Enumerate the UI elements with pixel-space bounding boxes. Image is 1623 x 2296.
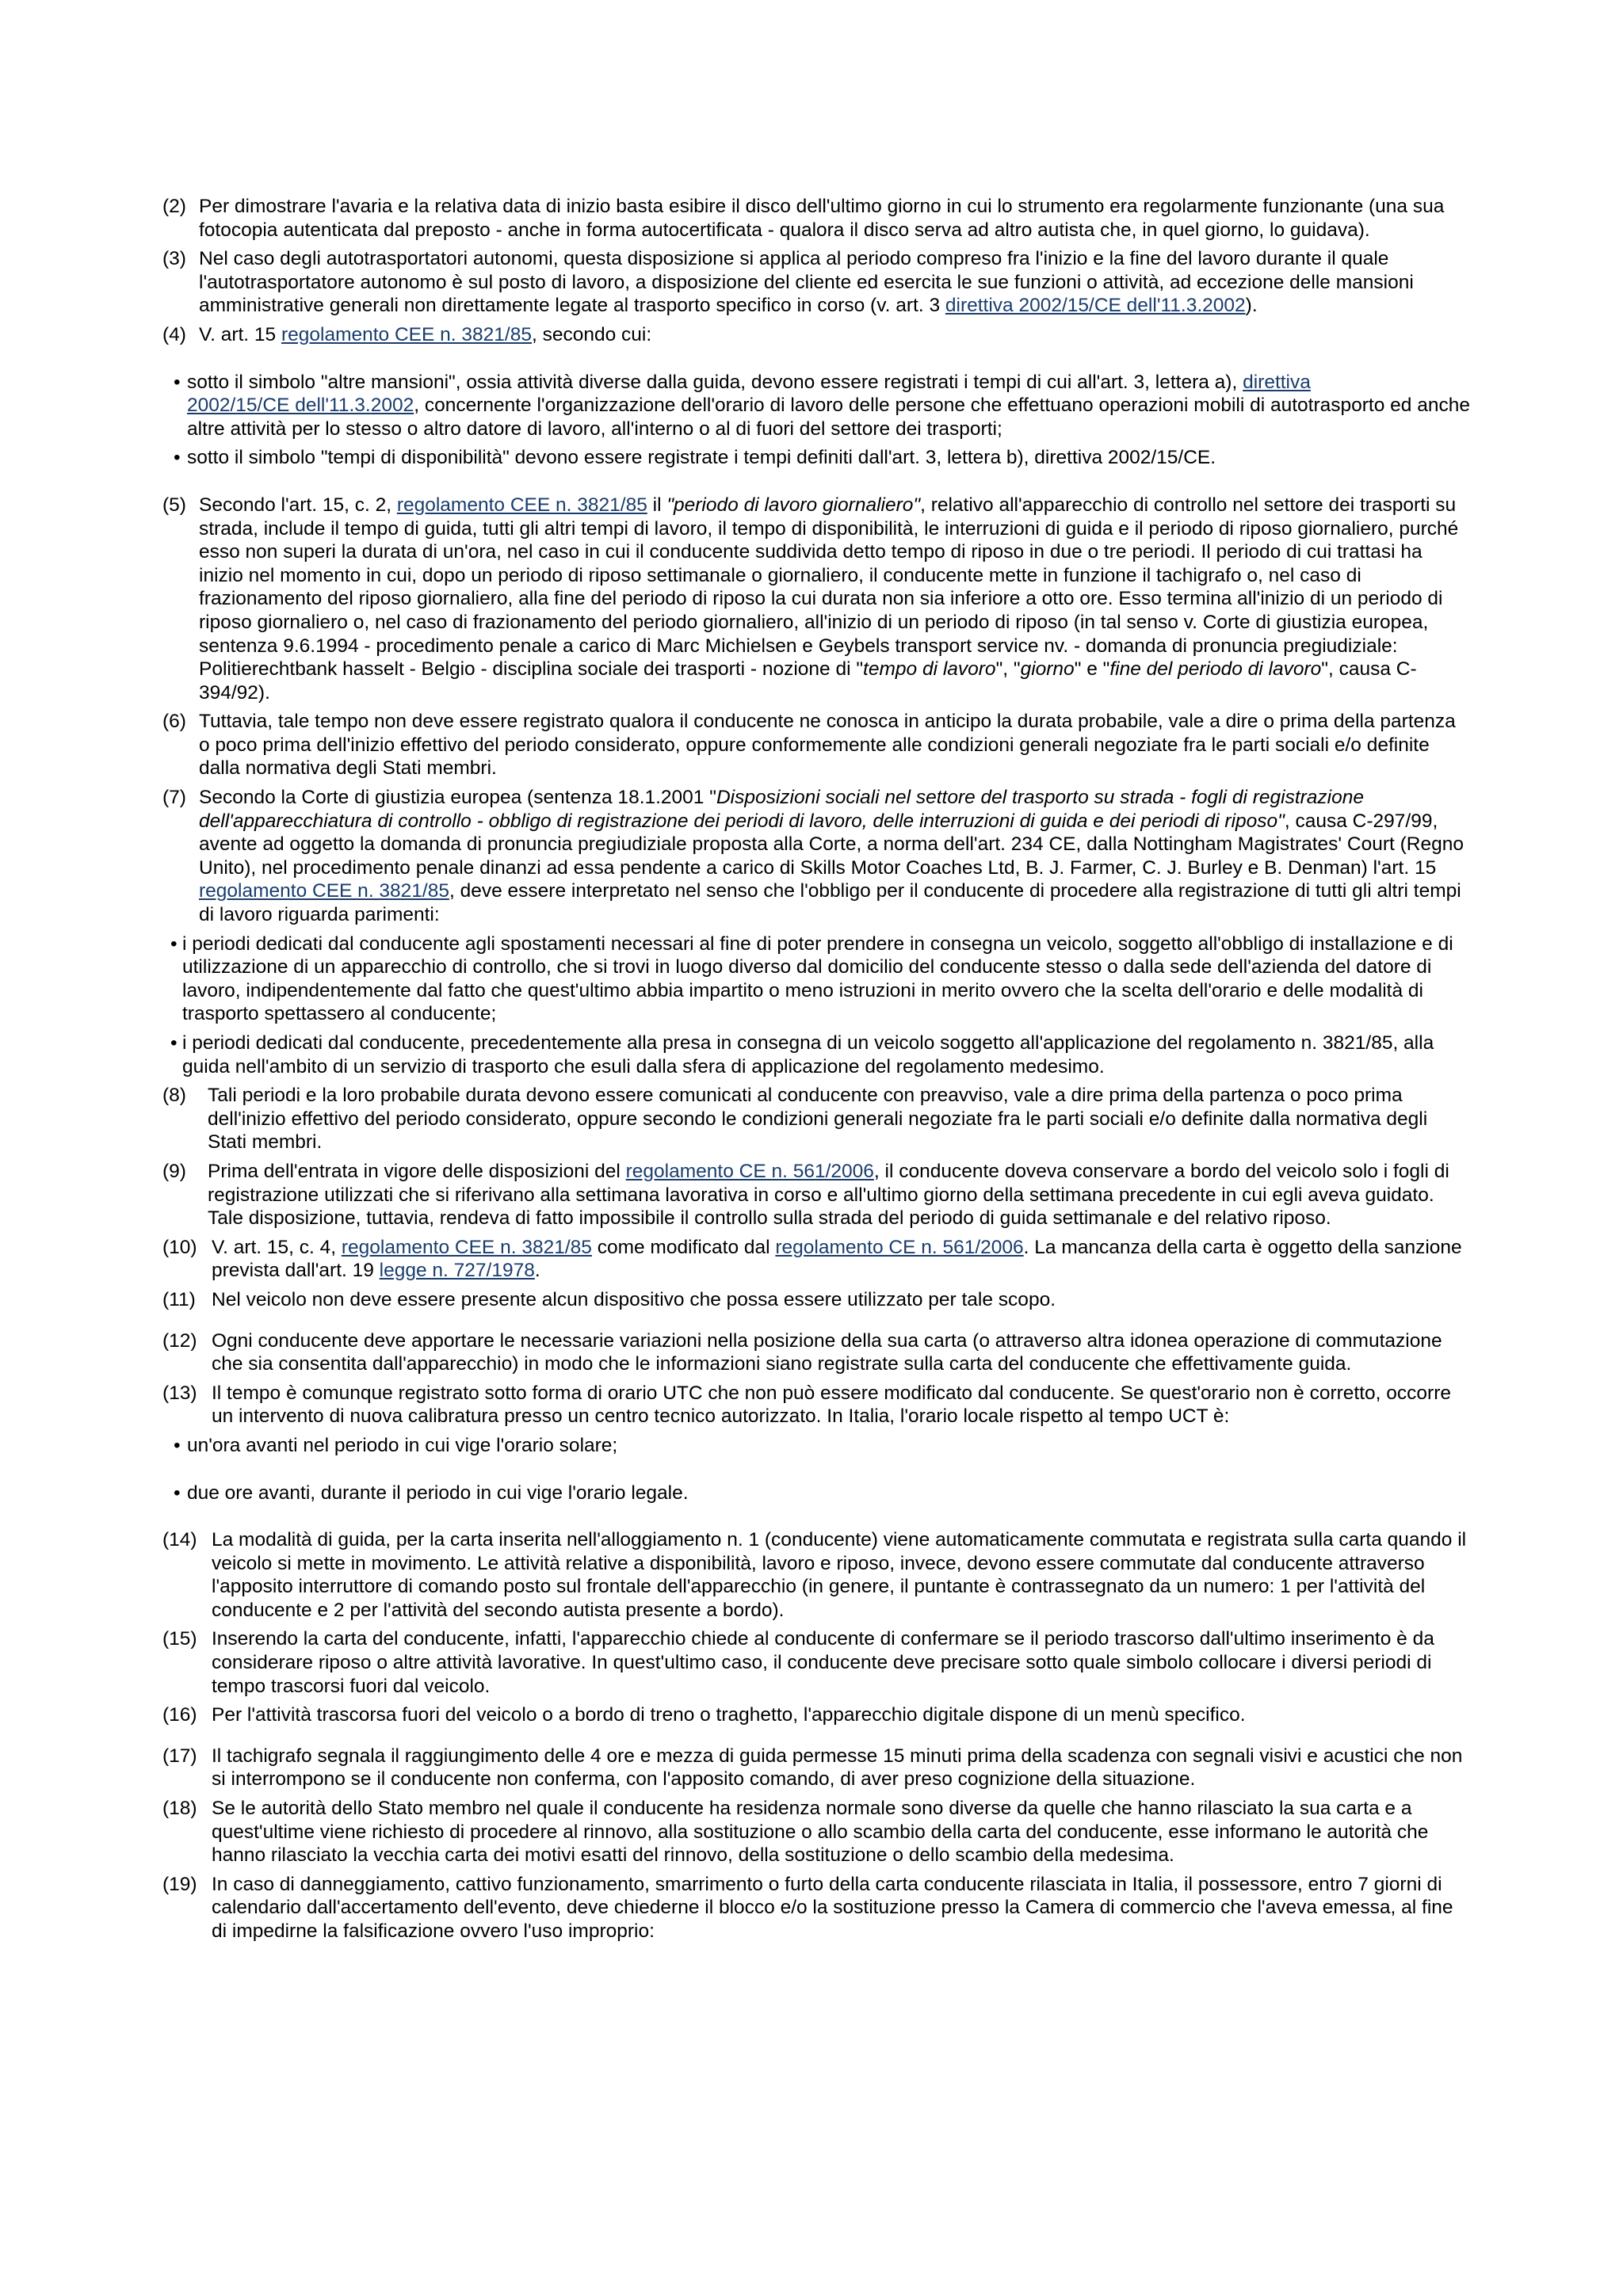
footnote-4 (162, 323, 1470, 347)
text-run: , relativo all'apparecchio di controllo nel settore dei trasporti su strada, include il tempo di guida, tutti gli altri tempi di lavoro, il tempo di disponibilità, le interruzioni di guida e il periodo di riposo giornaliero, purché esso non superi la durata di un'ora, nel caso in cui il conducente suddivida detto tempo di riposo in due o tre periodi. Il periodo di cui trattasi ha inizio nel momento in cui, dopo un periodo di riposo settimanale o giornaliero, il conducente mette in funzione il tachigrafo o, nel caso di frazionamento del riposo giornaliero, alla fine del periodo di riposo la cui durata non sia inferiore a otto ore. Esso termina all'inizio di un periodo di riposo giornaliero o, nel caso di frazionamento del periodo giornaliero, all'inizio di un periodo di riposo (in tal senso v. Corte di giustizia europea, sentenza 9.6.1994 - procedimento penale a carico di Marc Michielsen e Geybels transport service nv. - domanda di pronuncia pregiudiziale: Politierechtbank hasselt - Belgio - disciplina sociale dei trasporti - nozione di " (199, 494, 1459, 681)
text-run: , il conducente doveva conservare a bordo del veicolo solo i fogli di registrazione utilizzati che si riferivano alla settimana lavorativa in corso e all'ultimo giorno della settimana precedente in cui egli aveva guidato. Tale disposizione, tuttavia, rendeva di fatto impossibile il controllo sulla strada del periodo di guida settimanale e del relativo riposo. (208, 1160, 1449, 1230)
list-item (162, 446, 1470, 470)
link-regolamento-cee-3821[interactable]: regolamento CEE n. 3821/85 (281, 323, 532, 345)
footnote-number: (18) (162, 1798, 197, 1820)
footnote-17 (162, 1745, 1470, 1791)
list-item-text: i periodi dedicati dal conducente, precedentemente alla presa in consegna di un veicolo soggetto all'applicazione del regolamento n. 3821/85, alla guida nell'ambito di un servizio di trasporto che esuli dalla sfera di applicazione del regolamento medesimo. (182, 1032, 1434, 1077)
footnote-text: Tuttavia, tale tempo non deve essere registrato qualora il conducente ne conosca in anticipo la durata probabile, vale a dire o prima della partenza o poco prima dell'inizio effettivo del periodo considerato, oppure conformemente alle condizioni generali negoziate fra le parti sociali e/o definite dalla normativa degli Stati membri. (199, 711, 1456, 780)
footnote-number: (8) (162, 1085, 186, 1107)
footnote-number: (6) (162, 711, 186, 733)
bullet-icon: • (174, 1482, 181, 1504)
document-body (162, 195, 1470, 1949)
italic-run: giorno (1020, 658, 1075, 681)
bullet-icon: • (174, 371, 181, 393)
footnote-9 (162, 1160, 1470, 1230)
text-run: . La mancanza della carta è oggetto della sanzione prevista dall'art. 19 (212, 1236, 1462, 1282)
footnote-text (199, 247, 1470, 318)
bullet-icon: • (174, 447, 181, 469)
text-run: , causa C-297/99, avente ad oggetto la domanda di pronuncia pregiudiziale proposta alla Corte, a norma dell'art. 234 CE, dalla Nottingham Magistrates' Court (Regno Unito), nel procedimento penale dinanzi ad essa pendente a carico di Skills Motor Coaches Ltd, B. J. Farmer, C. J. Burley e B. Denman) l'art. 15 (199, 810, 1464, 879)
footnote-number: (5) (162, 494, 186, 516)
text-run: ", " (995, 658, 1021, 681)
footnote-text: Il tempo è comunque registrato sotto forma di orario UTC che non può essere modificato dal conducente. Se quest'orario non è corretto, occorre un intervento di nuova calibratura presso un centro tecnico autorizzato. In Italia, l'orario locale rispetto al tempo UCT è: (212, 1382, 1451, 1428)
italic-run: fine del periodo di lavoro (1109, 658, 1322, 681)
footnote-text: Per l'attività trascorsa fuori del veicolo o a bordo di treno o traghetto, l'apparecchio digitale dispone di un menù specifico. (212, 1704, 1246, 1726)
text-run: Prima dell'entrata in vigore delle disposizioni del (208, 1160, 626, 1182)
text-run: V. art. 15, c. 4, (212, 1236, 342, 1258)
italic-run: Disposizioni sociali nel settore del trasporto su strada - fogli di registrazione dell'apparecchiatura di controllo - obbligo di registrazione dei periodi di lavoro, delle interruzioni di guida e dei periodi di riposo" (199, 787, 1364, 832)
footnote-3 (162, 247, 1470, 318)
footnote-15 (162, 1627, 1470, 1698)
link-regolamento-cee-3821[interactable]: regolamento CEE n. 3821/85 (341, 1236, 592, 1258)
list-item (162, 1482, 1470, 1505)
text-run: , concernente l'organizzazione dell'orario di lavoro delle persone che effettuano operazioni mobili di autotrasporto ed anche altre attività per lo stesso o altro datore di lavoro, all'interno o al di fuori del settore dei trasporti; (187, 395, 1470, 440)
text-run: , secondo cui: (531, 323, 652, 345)
footnote-number: (10) (162, 1236, 197, 1258)
footnote-text: Il tachigrafo segnala il raggiungimento delle 4 ore e mezza di guida permesse 15 minuti prima della scadenza con segnali visivi e acustici che non si interrompono se il conducente non conferma, con l'apposito comando, di aver preso cognizione della situazione. (212, 1745, 1463, 1791)
footnote-text: La modalità di guida, per la carta inserita nell'alloggiamento n. 1 (conducente) viene automaticamente commutata e registrata sulla carta quando il veicolo si mette in movimento. Le attività relative a disponibilità, lavoro e riposo, invece, devono essere commutate dal conducente attraverso l'apposito interruttore di comando posto sul frontale dell'apparecchio (in genere, il puntante è contrassegnato da un numero: 1 per l'attività del conducente e 2 per l'attività del secondo autista presente a bordo). (212, 1529, 1467, 1621)
list-item-text: due ore avanti, durante il periodo in cui vige l'orario legale. (187, 1482, 689, 1504)
bullet-icon: • (170, 1032, 178, 1054)
list-item (162, 933, 1470, 1026)
italic-run: "periodo di lavoro giornaliero" (666, 494, 921, 516)
list-item-text: i periodi dedicati dal conducente agli spostamenti necessari al fine di poter prendere in consegna un veicolo, soggetto all'obbligo di installazione e di utilizzazione di un apparecchio di controllo, che si trovi in luogo diverso dal domicilio del conducente stesso o dalla sede dell'azienda del datore di lavoro, indipendentemente dal fatto che quest'ultimo abbia impartito o meno istruzioni in merito ovvero che la scelta dell'orario e delle modalità di trasporto spettassero al conducente; (182, 933, 1453, 1025)
list-item (162, 371, 1470, 441)
footnote-text: Per dimostrare l'avaria e la relativa data di inizio basta esibire il disco dell'ultimo giorno in cui lo strumento era regolarmente funzionante (una sua fotocopia autenticata dal preposto - anche in forma autocertificata - qualora il disco serva ad altro autista che, in quel giorno, lo guidava). (199, 196, 1445, 241)
bullet-list (162, 933, 1470, 1079)
footnote-12 (162, 1329, 1470, 1376)
footnote-number: (3) (162, 248, 186, 270)
link-direttiva-2002-15-a[interactable]: direttiva (1243, 371, 1311, 393)
footnote-11 (162, 1288, 1470, 1312)
text-run: come modificato dal (591, 1236, 776, 1258)
text-run: V. art. 15 (199, 323, 281, 345)
link-legge-727-1978[interactable]: legge n. 727/1978 (379, 1260, 535, 1282)
bullet-list (162, 1434, 1470, 1505)
text-run: sotto il simbolo "altre mansioni", ossia attività diverse dalla guida, devono essere registrati i tempi di cui all'art. 3, lettera a), (187, 371, 1243, 393)
footnote-number: (11) (162, 1288, 196, 1310)
text-run: . (534, 1260, 540, 1282)
footnote-10 (162, 1236, 1470, 1283)
text-run: , deve essere interpretato nel senso che l'obbligo per il conducente di procedere alla registrazione di tutti gli altri tempi di lavoro riguarda parimenti: (199, 880, 1461, 926)
list-item (162, 1434, 1470, 1458)
footnote-number: (7) (162, 787, 186, 809)
footnote-14 (162, 1528, 1470, 1622)
footnote-text: In caso di danneggiamento, cattivo funzionamento, smarrimento o furto della carta conducente rilasciata in Italia, il possessore, entro 7 giorni di calendario dall'accertamento dell'evento, deve chiederne il blocco e/o la sostituzione presso la Camera di commercio che l'aveva emessa, al fine di impedirne la falsificazione ovvero l'uso improprio: (212, 1873, 1453, 1942)
footnote-2 (162, 195, 1470, 242)
footnote-text: Se le autorità dello Stato membro nel quale il conducente ha residenza normale sono diverse da quelle che hanno rilasciato la sua carta e a quest'ultime viene richiesto di procedere al rinnovo, alla sostituzione o allo scambio della carta del conducente, esse informano le autorità che hanno rilasciato la vecchia carta dei motivi esatti del rinnovo, della sostituzione o dello scambio della medesima. (212, 1798, 1429, 1867)
link-regolamento-cee-3821[interactable]: regolamento CEE n. 3821/85 (396, 494, 647, 516)
footnote-18 (162, 1797, 1470, 1867)
footnote-number: (16) (162, 1704, 197, 1726)
text-run: il (647, 494, 667, 516)
footnote-text (199, 494, 1470, 704)
footnote-6 (162, 710, 1470, 780)
footnote-text: Nel veicolo non deve essere presente alcun dispositivo che possa essere utilizzato per tale scopo. (212, 1288, 1056, 1310)
footnote-number: (12) (162, 1329, 197, 1352)
text-run: Secondo l'art. 15, c. 2, (199, 494, 397, 516)
list-item-text (187, 371, 1470, 441)
footnote-number: (14) (162, 1529, 197, 1551)
footnote-number: (19) (162, 1873, 197, 1895)
list-item (162, 1032, 1470, 1078)
text-run: Nel caso degli autotrasportatori autonomi, questa disposizione si applica al periodo compreso fra l'inizio e la fine del lavoro durante il quale l'autotrasportatore autonomo è sul posto di lavoro, a disposizione del cliente ed esercita le sue funzioni o attività, ad eccezione delle mansioni amministrative generali non direttamente legate al trasporto specifico in corso (v. art. 3 (199, 248, 1414, 317)
footnote-7 (162, 786, 1470, 927)
footnote-text (212, 1236, 1470, 1283)
footnote-5 (162, 494, 1470, 704)
footnote-8 (162, 1084, 1470, 1154)
footnote-number: (2) (162, 196, 186, 217)
footnote-19 (162, 1873, 1470, 1943)
footnote-number: (13) (162, 1382, 197, 1404)
footnote-text: Ogni conducente deve apportare le necessarie variazioni nella posizione della sua carta (o attraverso altra idonea operazione di commutazione che sia consentita dall'apparecchio) in modo che le informazioni siano registrate sulla carta del conducente che effettivamente guida. (212, 1329, 1442, 1375)
footnote-number: (17) (162, 1745, 197, 1767)
footnote-13 (162, 1382, 1470, 1428)
link-direttiva-2002-15[interactable]: direttiva 2002/15/CE dell'11.3.2002 (945, 295, 1246, 317)
link-regolamento-ce-561[interactable]: regolamento CE n. 561/2006 (775, 1236, 1024, 1258)
footnote-text: Tali periodi e la loro probabile durata devono essere comunicati al conducente con preavviso, vale a dire prima della partenza o poco prima dell'inizio effettivo del periodo considerato, oppure secondo le condizioni generali negoziate fra le parti sociali e/o definite dalla normativa degli Stati membri. (208, 1085, 1428, 1154)
text-run: ", causa C-394/92). (199, 658, 1417, 704)
bullet-icon: • (174, 1434, 181, 1456)
list-item-text: sotto il simbolo "tempi di disponibilità" devono essere registrate i tempi definiti dall'art. 3, lettera b), direttiva 2002/15/CE. (187, 447, 1216, 469)
footnote-number: (15) (162, 1628, 197, 1650)
footnote-text (199, 786, 1470, 927)
italic-run: tempo di lavoro (863, 658, 996, 681)
text-run: ). (1245, 295, 1258, 317)
bullet-list (162, 371, 1470, 470)
footnote-16 (162, 1703, 1470, 1727)
link-direttiva-2002-15-b[interactable]: 2002/15/CE dell'11.3.2002 (187, 395, 414, 417)
footnote-text (208, 1160, 1470, 1230)
bullet-icon: • (170, 933, 178, 955)
link-regolamento-ce-561[interactable]: regolamento CE n. 561/2006 (625, 1160, 874, 1182)
text-run: " e " (1074, 658, 1110, 681)
footnote-number: (9) (162, 1160, 186, 1182)
list-item-text: un'ora avanti nel periodo in cui vige l'orario solare; (187, 1434, 618, 1456)
footnote-text: Inserendo la carta del conducente, infatti, l'apparecchio chiede al conducente di confermare se il periodo trascorso dall'ultimo inserimento è da considerare riposo o altre attività lavorative. In quest'ultimo caso, il conducente deve precisare sotto quale simbolo collocare i diversi periodi di tempo trascorsi fuori dal veicolo. (212, 1628, 1434, 1697)
text-run: Secondo la Corte di giustizia europea (sentenza 18.1.2001 " (199, 787, 716, 809)
link-regolamento-cee-3821[interactable]: regolamento CEE n. 3821/85 (199, 880, 449, 902)
footnote-text (199, 323, 1470, 347)
footnote-number: (4) (162, 323, 186, 345)
